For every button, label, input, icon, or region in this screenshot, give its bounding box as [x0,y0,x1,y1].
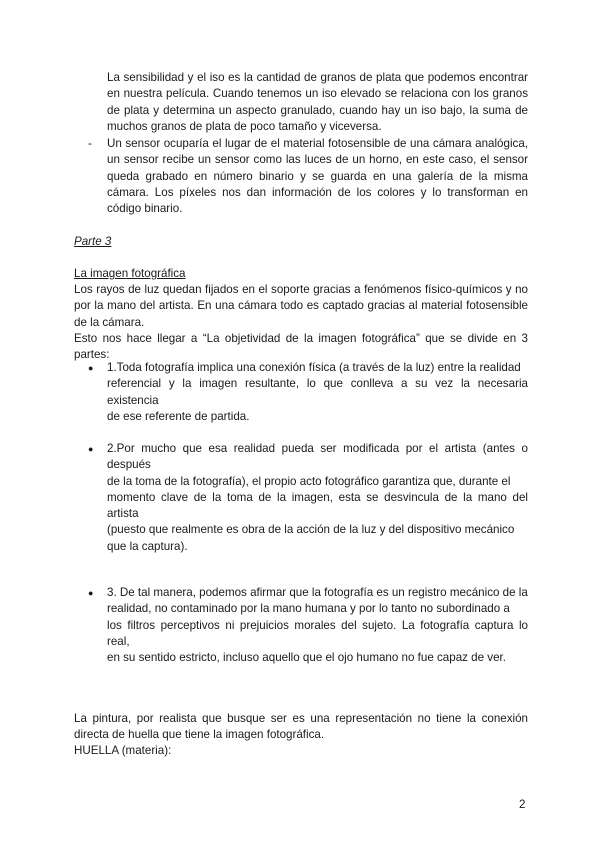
huella-line: HUELLA (materia): [74,744,172,757]
dash-item-text: Un sensor ocuparía el lugar de el material fotosensible de una cámara analógica, un sensor recibe un sensor como las luces de un horno, en este caso, el sensor queda grabado en número binario y se guarda en una galería de la misma cámara. Los píxeles nos dan información de los colores y lo transforman en código binario. [107,137,528,216]
lead-paragraph: Esto nos hace llegar a “La objetividad de la imagen fotográfica” que se divide en 3 partes: [74,332,528,362]
bullet-marker: ● [88,588,94,598]
bullet-line: en su sentido estricto, incluso aquello que el ojo humano no fue capaz de ver. [107,651,506,665]
bullet-line: referencial y la imagen resultante, lo que conlleva a su vez la necesaria existencia [107,377,528,407]
intro-paragraph: Los rayos de luz quedan fijados en el soporte gracias a fenómenos físico-químicos y no por la mano del artista. En una cámara todo es captado gracias al material fotosensible de la cámara. [74,283,528,329]
bullet-item-3 [107,585,528,666]
bullet-item-2 [107,441,528,555]
page-number: 2 [519,798,526,811]
section-title: La imagen fotográfica [74,267,186,280]
part-heading: Parte 3 [74,235,112,248]
bullet-line: 2.Por mucho que esa realidad pueda ser modificada por el artista (antes o después [107,442,528,472]
bullet-line: (puesto que realmente es obra de la acción de la luz y del dispositivo mecánico [107,523,515,537]
bullet-line: que la captura). [107,539,188,553]
bullet-item-1 [107,360,528,425]
bullet-line: momento clave de la toma de la imagen, esta se desvincula de la mano del artista [107,490,528,521]
bullet-line: de ese referente de partida. [107,409,250,423]
dash-marker: - [88,137,92,150]
bullet-marker: ● [88,444,94,454]
bullet-line: de la toma de la fotografía), el propio acto fotográfico garantiza que, durante el [107,474,511,488]
closing-paragraph: La pintura, por realista que busque ser es una representación no tiene la conexión directa de huella que tiene la imagen fotográfica. [74,712,528,742]
bullet-line: los filtros perceptivos ni prejuicios morales del sujeto. La fotografía captura lo real, [107,618,528,648]
bullet-line: 3. De tal manera, podemos afirmar que la fotografía es un registro mecánico de la [107,586,528,599]
continuation-paragraph: La sensibilidad y el iso es la cantidad de granos de plata que podemos encontrar en nuestra película. Cuando tenemos un iso elevado se relaciona con los granos de plata y determina un aspecto granulado, cuando hay un iso bajo, la suma de muchos granos de plata de poco tamaño y viceversa. [107,71,528,133]
bullet-line: 1.Toda fotografía implica una conexión física (a través de la luz) entre la realidad [107,361,521,374]
bullet-line: realidad, no contaminado por la mano humana y por lo tanto no subordinado a [107,602,510,616]
bullet-marker: ● [88,363,94,373]
